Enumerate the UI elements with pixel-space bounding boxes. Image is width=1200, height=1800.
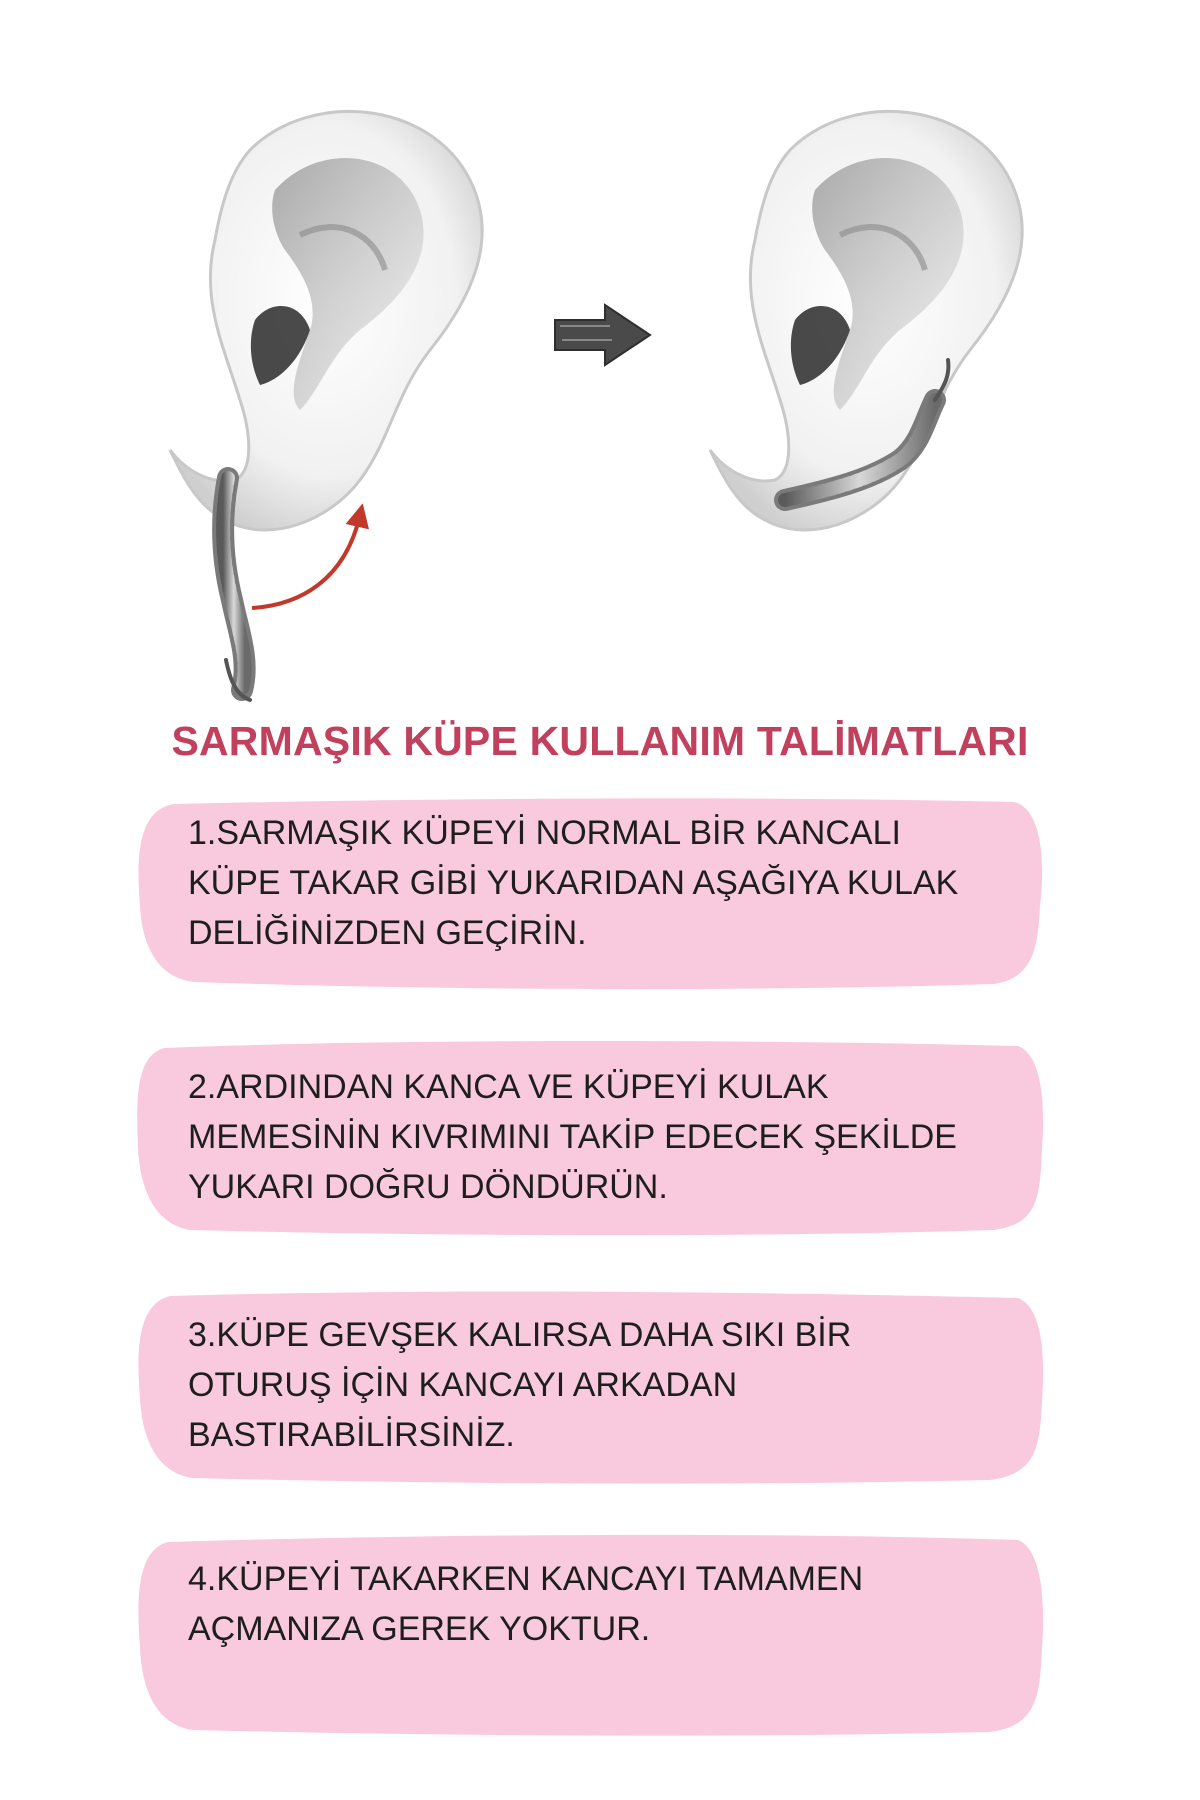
instruction-step-1	[134, 796, 1046, 992]
right-arrow-icon	[555, 305, 650, 365]
step-2-line-1: 2.ARDINDAN KANCA VE KÜPEYİ KULAK	[188, 1068, 829, 1106]
page-title: SARMAŞIK KÜPE KULLANIM TALİMATLARI	[171, 718, 1029, 764]
step-4-line-1: 4.KÜPEYİ TAKARKEN KANCAYI TAMAMEN	[188, 1560, 864, 1598]
ear-before-icon	[170, 111, 482, 530]
step-3-line-1: 3.KÜPE GEVŞEK KALIRSA DAHA SIKI BİR	[188, 1316, 852, 1354]
step-2-line-3: YUKARI DOĞRU DÖNDÜRÜN.	[188, 1168, 668, 1206]
step-3-line-2: OTURUŞ İÇİN KANCAYI ARKADAN	[188, 1366, 738, 1404]
instruction-step-2	[134, 1038, 1046, 1238]
step-1-line-2: KÜPE TAKAR GİBİ YUKARIDAN AŞAĞIYA KULAK	[188, 864, 959, 902]
step-3-line-3: BASTIRABİLİRSİNİZ.	[188, 1416, 515, 1454]
earring-usage-illustration	[0, 0, 1200, 720]
instruction-step-4	[134, 1532, 1046, 1738]
step-1-line-3: DELİĞİNİZDEN GEÇİRİN.	[188, 914, 587, 952]
step-4-line-2: AÇMANIZA GEREK YOKTUR.	[188, 1610, 651, 1648]
step-2-line-2: MEMESİNİN KIVRIMINI TAKİP EDECEK ŞEKİLDE	[188, 1118, 957, 1156]
step-1-line-1: 1.SARMAŞIK KÜPEYİ NORMAL BİR KANCALI	[188, 814, 901, 852]
instruction-step-3	[134, 1288, 1046, 1486]
